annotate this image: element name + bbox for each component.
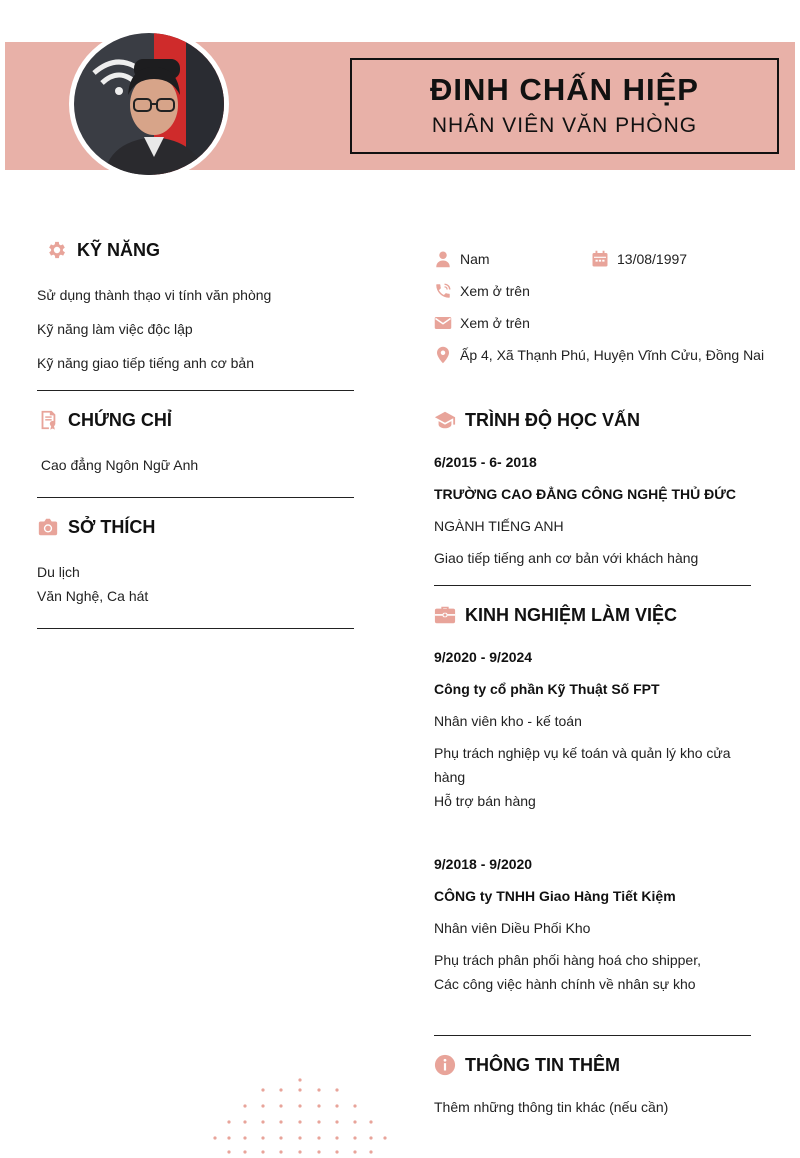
divider [434,585,751,586]
education-description: Giao tiếp tiếng anh cơ bản với khách hàng [434,550,699,566]
gear-icon [46,239,68,261]
profile-photo [74,33,224,175]
graduation-cap-icon [434,409,456,431]
phone-icon [434,282,452,300]
info-icon [434,1054,456,1076]
address-value: Ấp 4, Xã Thạnh Phú, Huyện Vĩnh Cửu, Đồng Nai [460,347,765,363]
job-company: Công ty cổ phần Kỹ Thuật Số FPT [434,681,660,697]
education-title: TRÌNH ĐỘ HỌC VẤN [465,409,640,430]
skills-heading [46,239,160,261]
divider [37,390,354,391]
extra-heading [434,1054,620,1076]
birthdate-row [591,250,687,268]
experience-title: KINH NGHIỆM LÀM VIỆC [465,604,678,625]
hobby-item: Văn Nghệ, Ca hát [37,588,149,604]
phone-value: Xem ở trên [460,283,530,299]
certificate-icon [37,409,59,431]
skills-title: KỸ NĂNG [77,239,161,260]
extra-text: Thêm những thông tin khác (nếu cần) [434,1099,669,1115]
address-row [434,346,764,364]
education-major: NGÀNH TIẾNG ANH [434,518,564,534]
job-company: CÔNG ty TNHH Giao Hàng Tiết Kiệm [434,888,676,904]
divider [37,628,354,629]
full-name: ĐINH CHẤN HIỆP [430,72,699,107]
education-heading [434,409,640,431]
job-title: NHÂN VIÊN VĂN PHÒNG [431,114,698,137]
name-box [350,58,779,154]
skill-item: Sử dụng thành thạo vi tính văn phòng [37,287,272,303]
divider [434,1035,751,1036]
calendar-icon [591,250,609,268]
location-pin-icon [434,346,452,364]
job-detail: Phụ trách nghiệp vụ kế toán và quản lý kho cửa [434,745,731,761]
hobbies-title: SỞ THÍCH [68,516,156,537]
camera-icon [37,516,59,538]
job-position: Nhân viên kho - kế toán [434,713,582,729]
certificate-item: Cao đẳng Ngôn Ngữ Anh [37,457,199,473]
education-period: 6/2015 - 6- 2018 [434,454,537,470]
job-period: 9/2020 - 9/2024 [434,649,533,665]
job-period: 9/2018 - 9/2020 [434,856,533,872]
phone-row [434,282,530,300]
email-value: Xem ở trên [460,315,530,331]
email-row [434,314,530,332]
avatar [69,28,229,180]
skill-item: Kỹ năng giao tiếp tiếng anh cơ bản [37,355,255,371]
certificates-title: CHỨNG CHỈ [68,409,172,430]
certificates-heading [37,409,172,431]
hobby-item: Du lịch [37,564,80,580]
job-position: Nhân viên Diều Phối Kho [434,920,591,936]
job-detail: Các công việc hành chính về nhân sự kho [434,976,696,992]
decorative-dots [205,1070,395,1158]
extra-title: THÔNG TIN THÊM [465,1054,620,1075]
gender-row [434,250,490,268]
gender-value: Nam [460,251,490,267]
education-school: TRƯỜNG CAO ĐẲNG CÔNG NGHỆ THỦ ĐỨC [434,486,736,502]
divider [37,497,354,498]
hobbies-heading [37,516,155,538]
person-icon [434,250,452,268]
job-detail: Phụ trách phân phối hàng hoá cho shipper, [434,952,701,968]
birthdate-value: 13/08/1997 [617,251,688,267]
job-detail: Hỗ trợ bán hàng [434,793,536,809]
experience-heading [434,604,677,626]
briefcase-icon [434,604,456,626]
email-icon [434,314,452,332]
skill-item: Kỹ năng làm việc độc lập [37,321,193,337]
job-detail: hàng [434,769,466,785]
